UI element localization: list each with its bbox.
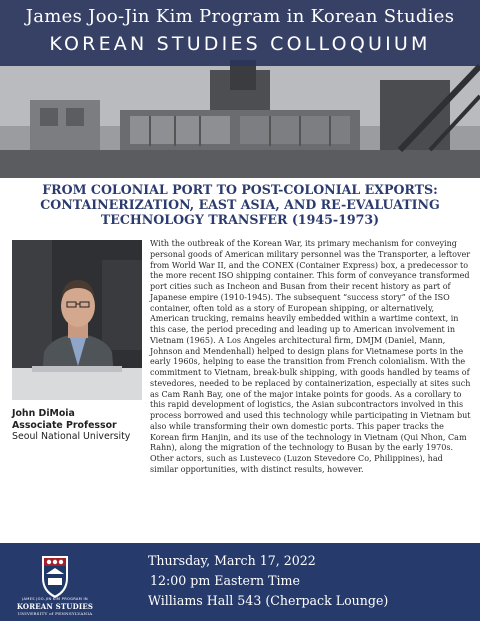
header-banner — [0, 0, 480, 178]
abstract-text: With the outbreak of the Korean War, its primary mechanism for conveying personal goods of American military personnel was the Transporter, a leftover from World War II, and the CONEX (Container Express) box, a predecessor to the more recent ISO shipping container. This form of conveyance transformed port cities such as Incheon and Busan from their recent history as part of Japanese empire (1910-1945). The subsequent “success story” of the ISO container, often told as a story of European shipping, or alternatively, American trucking, remains heavily embedded within a wartime context, in this case, the period preceding and leading up to American involvement in Vietnam (1965). A Los Angeles architectural firm, DMJM (Daniel, Mann, Johnson and Mendenhall) helped to design plans for Vietnamese ports in the early 1960s, helping to ease the transition from French colonialism. With the commitment to Vietnam, break-bulk shipping, with goods handled by teams of stevedores, needed to be replaced by containerization, especially at sites such as Cam Ranh Bay, one of the major intake points for goods. As a corollary to this rapid development of logistics, the Asian subcontractors involved in this process borrowed and used this technology while participating in Vietnam but also while transforming their own domestic ports. This paper tracks the Korean firm Hanjin, and its use of the technology in Vietnam (Qui Nhon, Cam Rahn), along the migration of the technology to Busan by the early 1970s. Other actors, such as Lusteveco (Luzon Stevedore Co, Philippines), had similar opportunities, with distinct results, however. — [150, 239, 471, 474]
program-title: James Joo-Jin Kim Program in Korean Studies — [25, 6, 455, 27]
speaker-affiliation: Seoul National University — [12, 431, 131, 442]
speaker-info — [12, 408, 148, 443]
colloquium-title: KOREAN STUDIES COLLOQUIUM — [49, 33, 431, 55]
footer-band — [0, 543, 480, 621]
logo-small-text: JAMES JOO-JIN KIM PROGRAM IN — [22, 597, 88, 601]
event-time: 12:00 pm Eastern Time — [150, 573, 300, 588]
event-location: Williams Hall 543 (Cherpack Lounge) — [148, 593, 389, 608]
logo-university-text: UNIVERSITY of PENNSYLVANIA — [17, 611, 93, 616]
event-details — [148, 551, 478, 611]
speaker-role: Associate Professor — [12, 419, 117, 431]
speaker-name: John DiMoia — [12, 408, 75, 419]
speaker-photo — [12, 240, 142, 400]
logo-main-text: KOREAN STUDIES — [16, 602, 94, 611]
event-date: Thursday, March 17, 2022 — [148, 553, 316, 568]
talk-title: FROM COLONIAL PORT TO POST-COLONIAL EXPORTS: CONTAINERIZATION, EAST ASIA, AND RE-EVALUATING TECHNOLOGY TRANSFER (1945-1973) — [40, 182, 440, 227]
